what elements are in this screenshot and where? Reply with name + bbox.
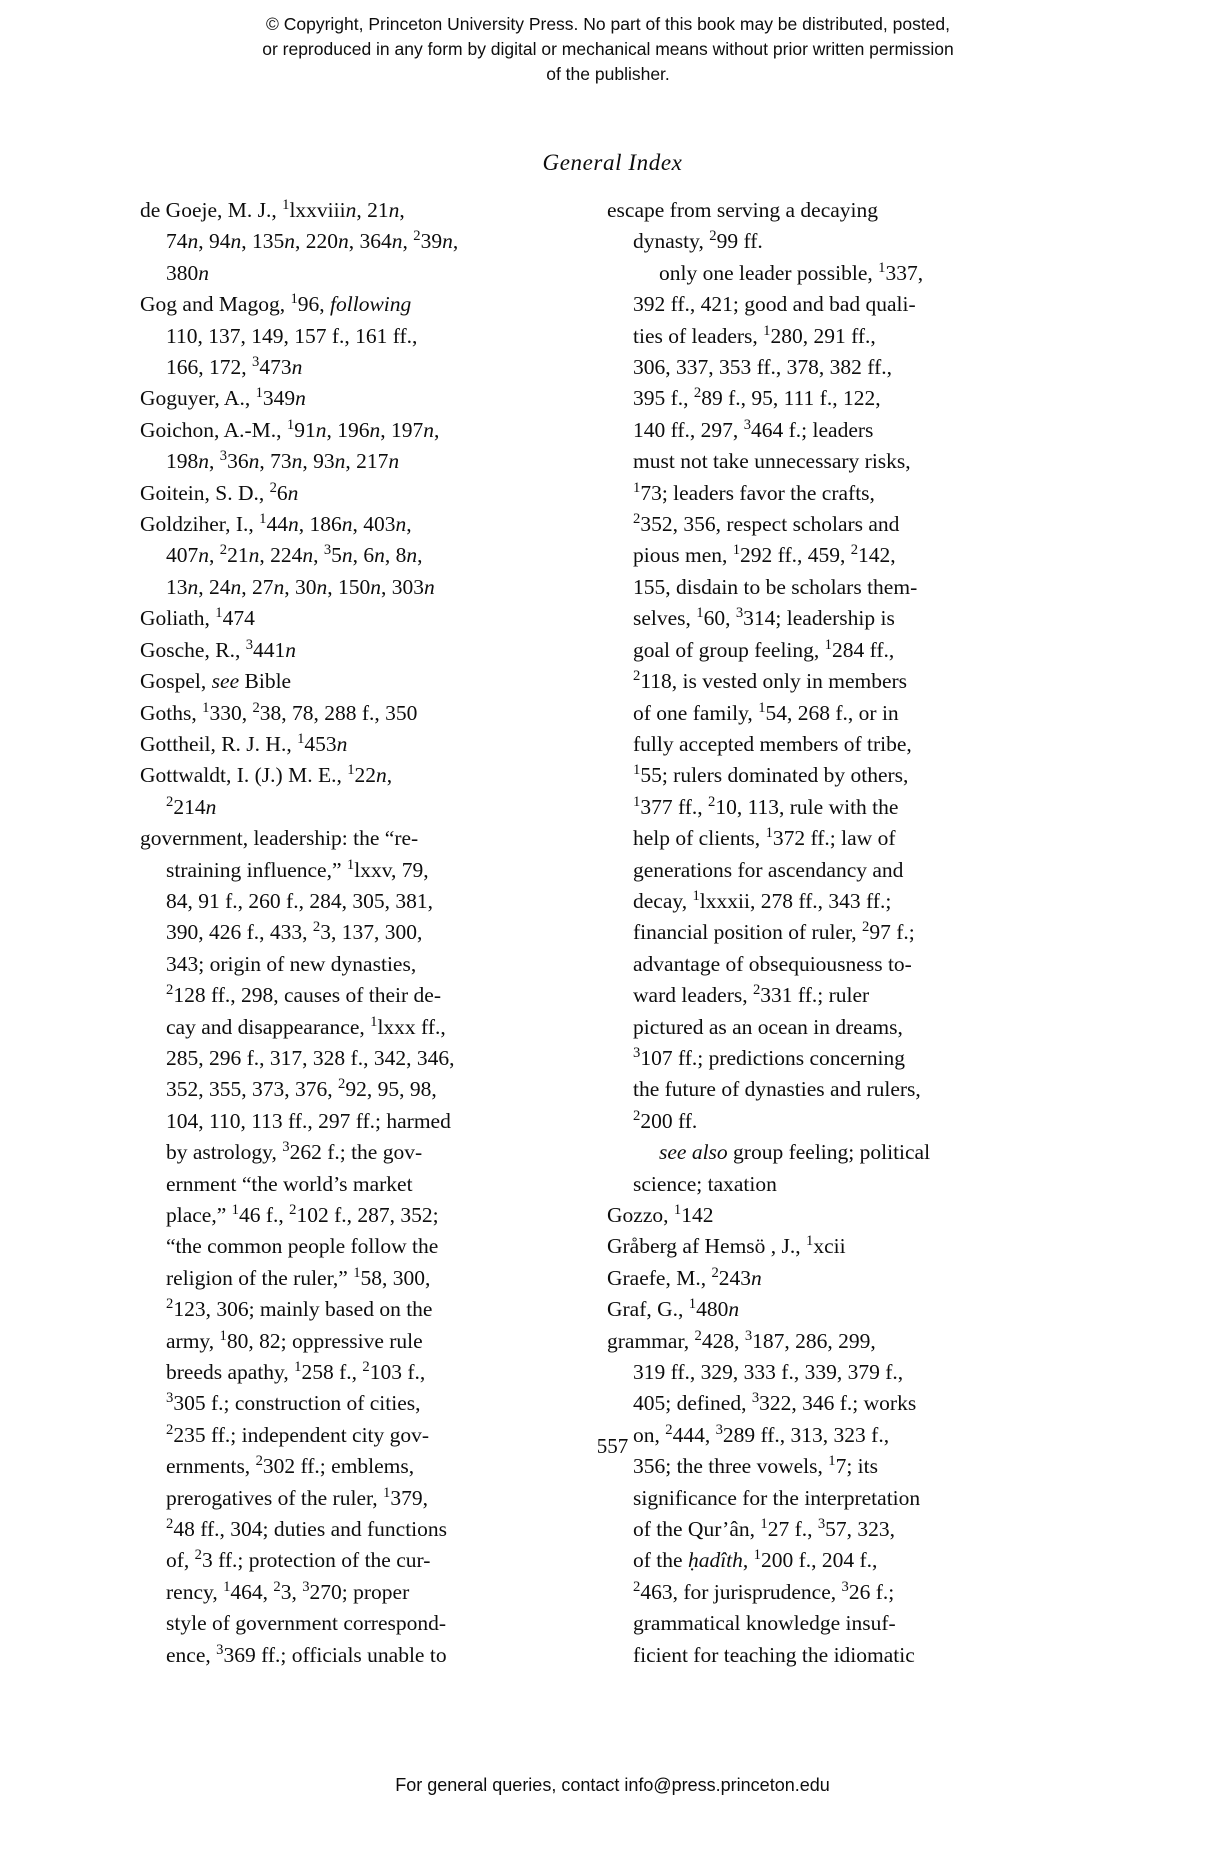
entry-government-leaders-line: $^1$55; rulers dominated by others, <box>633 762 909 788</box>
entry-government-leaders-line: ties of leaders, $^1$280, 291 ff., <box>633 322 876 348</box>
entry-goliath: Goliath, $^1$474 <box>140 605 255 631</box>
footer-queries-note: For general queries, contact info@press.princeton.edu <box>395 1775 830 1795</box>
entry-government-leadership-line: 343; origin of new dynasties, <box>166 951 417 976</box>
entry-government-leadership-line: by astrology, $^3$262 f.; the gov- <box>166 1139 423 1165</box>
entry-government-leaders-line: $^1$377 ff., $^2$10, 113, rule with the <box>633 793 899 819</box>
entry-government-leadership: government, leadership: the “re- <box>140 826 419 851</box>
entry-government-leadership-line: ernments, $^2$302 ff.; emblems, <box>166 1453 415 1479</box>
entry-gottwaldt-line: $^2$214n <box>166 793 217 819</box>
entry-government-see-also-line: science; taxation <box>633 1171 777 1196</box>
entry-government-leaders-line: pious men, $^1$292 ff., 459, $^2$142, <box>633 542 896 568</box>
entry-gog-and-magog-line: 166, 172, $^3$473n <box>166 354 303 380</box>
entry-government-leaders-line: 140 ff., 297, $^3$464 f.; leaders <box>633 416 874 442</box>
entry-gottheil: Gottheil, R. J. H., $^1$453n <box>140 730 348 756</box>
entry-government-leadership-line: $^2$123, 306; mainly based on the <box>166 1296 433 1322</box>
entry-government-leaders-line: the future of dynasties and rulers, <box>633 1077 921 1102</box>
entry-government-leadership-line: $^2$48 ff., 304; duties and functions <box>166 1516 448 1542</box>
entry-grammar-line: 405; defined, $^3$322, 346 f.; works <box>633 1390 917 1416</box>
entry-government-leaders-line: fully accepted members of tribe, <box>633 731 912 756</box>
entry-government-leadership-line: ence, $^3$369 ff.; officials unable to <box>166 1641 447 1667</box>
entry-goldziher-line: 407n, $^2$21n, 224n, $^3$5n, 6n, 8n, <box>166 542 423 568</box>
entry-grammar-line: significance for the interpretation <box>633 1485 921 1510</box>
entry-goitein: Goitein, S. D., $^2$6n <box>140 479 299 505</box>
entry-government-leaders-line: pictured as an ocean in dreams, <box>633 1014 903 1039</box>
entry-government-leaders-line: 155, disdain to be scholars them- <box>633 574 918 599</box>
entry-government-leadership-line: breeds apathy, $^1$258 f., $^2$103 f., <box>166 1359 426 1385</box>
entry-government-leaders-line: goal of group feeling, $^1$284 ff., <box>633 636 895 662</box>
entry-government-leadership-line: 104, 110, 113 ff., 297 ff.; harmed <box>166 1108 451 1133</box>
entry-de-goeje-line: 74n, 94n, 135n, 220n, 364n, $^2$39n, <box>166 228 459 254</box>
entry-grammar-line: 319 ff., 329, 333 f., 339, 379 f., <box>633 1360 904 1385</box>
entry-government-leadership-line: style of government correspond- <box>166 1611 447 1636</box>
entry-graberg-af-hemso: Gråberg af Hemsö , J., $^1$xcii <box>607 1233 846 1259</box>
entry-government-leadership-line: “the common people follow the <box>166 1234 439 1259</box>
entry-government-leadership-line: $^2$235 ff.; independent city gov- <box>166 1421 430 1447</box>
entry-government-leaders-line: $^1$73; leaders favor the crafts, <box>633 479 875 505</box>
entry-goguyer: Goguyer, A., $^1$349n <box>140 385 306 411</box>
entry-goichon-line: 198n, $^3$36n, 73n, 93n, 217n <box>166 448 400 474</box>
entry-government-leaders-line: ward leaders, $^2$331 ff.; ruler <box>633 982 870 1008</box>
entry-goldziher: Goldziher, I., $^1$44n, 186n, 403n, <box>140 511 412 537</box>
entry-government-continued: escape from serving a decaying <box>607 198 879 222</box>
entry-grammar-line: grammatical knowledge insuf- <box>633 1611 896 1636</box>
entry-government-leadership-line: $^2$128 ff., 298, causes of their de- <box>166 982 441 1008</box>
entry-government-leadership-line: religion of the ruler,” $^1$58, 300, <box>166 1264 431 1290</box>
entry-government-leaders-line: 306, 337, 353 ff., 378, 382 ff., <box>633 355 892 380</box>
entry-grammar-line: of the ḥadîth, $^1$200 f., 204 f., <box>633 1547 878 1573</box>
entry-government-leaders-line: $^2$352, 356, respect scholars and <box>633 511 900 537</box>
entry-government-leaders-line: $^2$200 ff. <box>633 1107 698 1133</box>
entry-goldziher-line: 13n, 24n, 27n, 30n, 150n, 303n <box>166 574 435 599</box>
entry-grammar-line: $^2$463, for jurisprudence, $^3$26 f.; <box>633 1578 895 1604</box>
entry-graefe: Graefe, M., $^2$243n <box>607 1264 762 1290</box>
entry-goichon: Goichon, A.-M., $^1$91n, 196n, 197n, <box>140 416 440 442</box>
entry-government-leaders-line: 392 ff., 421; good and bad quali- <box>633 292 916 317</box>
entry-government-leaders-line: help of clients, $^1$372 ff.; law of <box>633 825 896 851</box>
entry-gozzo: Gozzo, $^1$142 <box>607 1201 714 1227</box>
entry-gog-and-magog-line: 110, 137, 149, 157 f., 161 ff., <box>166 323 418 348</box>
entry-government-leaders-line: financial position of ruler, $^2$97 f.; <box>633 919 915 945</box>
entry-goths: Goths, $^1$330, $^2$38, 78, 288 f., 350 <box>140 699 418 725</box>
entry-government-leadership-line: straining influence,” $^1$lxxv, 79, <box>166 856 429 882</box>
entry-government-continued-line: dynasty, $^2$99 ff. <box>633 228 763 254</box>
entry-graf: Graf, G., $^1$480n <box>607 1296 740 1322</box>
entry-gog-and-magog: Gog and Magog, $^1$96, following <box>140 291 412 317</box>
entry-grammar-line: of the Qur’ân, $^1$27 f., $^3$57, 323, <box>633 1516 896 1542</box>
entry-government-leadership-line: 352, 355, 373, 376, $^2$92, 95, 98, <box>166 1076 437 1102</box>
entry-government-leaders-line: $^2$118, is vested only in members <box>633 668 908 694</box>
entry-gottwaldt: Gottwaldt, I. (J.) M. E., $^1$22n, <box>140 762 393 788</box>
entry-government-leaders-line: selves, $^1$60, $^3$314; leadership is <box>633 605 895 631</box>
entry-gospel: Gospel, see Bible <box>140 669 292 694</box>
entry-grammar-line: on, $^2$444, $^3$289 ff., 313, 323 f., <box>633 1421 890 1447</box>
entry-government-leaders: only one leader possible, $^1$337, <box>659 259 924 285</box>
entry-government-leadership-line: cay and disappearance, $^1$lxxx ff., <box>166 1013 446 1039</box>
entry-government-leadership-line: of, $^2$3 ff.; protection of the cur- <box>166 1547 431 1573</box>
entry-government-leaders-line: generations for ascendancy and <box>633 857 904 882</box>
entry-government-leaders-line: $^3$107 ff.; predictions concerning <box>633 1044 906 1070</box>
entry-grammar-line: 356; the three vowels, $^1$7; its <box>633 1453 878 1479</box>
entry-government-leaders-line: decay, $^1$lxxxii, 278 ff., 343 ff.; <box>633 887 892 913</box>
entry-government-leadership-line: prerogatives of the ruler, $^1$379, <box>166 1484 428 1510</box>
entry-government-leadership-line: $^3$305 f.; construction of cities, <box>166 1390 421 1416</box>
entry-government-leaders-line: advantage of obsequiousness to- <box>633 951 912 976</box>
entry-government-leadership-line: rency, $^1$464, $^2$3, $^3$270; proper <box>166 1578 410 1604</box>
entry-government-leadership-line: 84, 91 f., 260 f., 284, 305, 381, <box>166 888 433 913</box>
copyright-notice: © Copyright, Princeton University Press. No part of this book may be distributed, posted, or reproduced in any form by digital or mechanical means without prior written permission of the publisher. <box>262 14 954 84</box>
entry-government-leadership-line: 390, 426 f., 433, $^2$3, 137, 300, <box>166 919 423 945</box>
entry-de-goeje-line: 380n <box>166 260 209 285</box>
entry-government-leadership-line: army, $^1$80, 82; oppressive rule <box>166 1327 423 1353</box>
running-head: General Index <box>542 150 683 175</box>
page-number: 557 <box>596 1434 629 1458</box>
entry-government-leaders-line: of one family, $^1$54, 268 f., or in <box>633 699 899 725</box>
entry-grammar-line: ficient for teaching the idiomatic <box>633 1642 915 1667</box>
entry-government-leadership-line: place,” $^1$46 f., $^2$102 f., 287, 352; <box>166 1201 439 1227</box>
entry-de-goeje: de Goeje, M. J., $^1$lxxviiin, 21n, <box>140 196 405 222</box>
entry-government-leadership-line: 285, 296 f., 317, 328 f., 342, 346, <box>166 1045 455 1070</box>
entry-grammar: grammar, $^2$428, $^3$187, 286, 299, <box>607 1327 876 1353</box>
entry-government-leadership-line: ernment “the world’s market <box>166 1171 413 1196</box>
entry-government-leaders-line: must not take unnecessary risks, <box>633 449 911 474</box>
entry-government-leaders-line: 395 f., $^2$89 f., 95, 111 f., 122, <box>633 385 881 411</box>
entry-government-see-also: see also group feeling; political <box>659 1140 931 1165</box>
entry-gosche: Gosche, R., $^3$441n <box>140 636 297 662</box>
